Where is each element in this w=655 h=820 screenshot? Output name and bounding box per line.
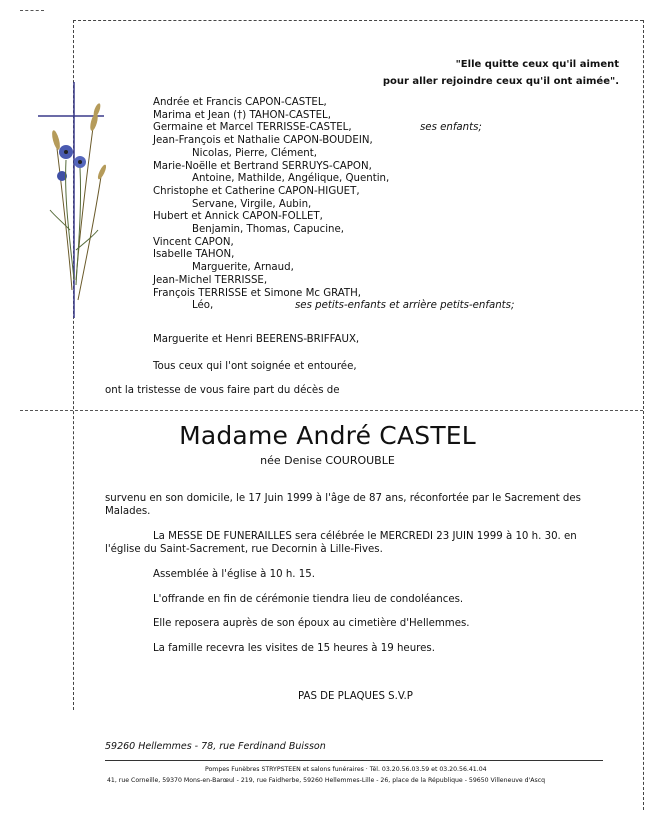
family-member-line: Marima et Jean (†) TAHON-CASTEL, bbox=[153, 109, 331, 121]
border-top bbox=[73, 20, 643, 21]
burial-note: Elle reposera auprès de son époux au cimetière d'Hellemmes. bbox=[153, 618, 470, 629]
footer-rule bbox=[105, 760, 603, 761]
cornflower-icon bbox=[57, 145, 86, 181]
corner-mark bbox=[20, 10, 44, 11]
wheat-ears-icon bbox=[51, 103, 106, 181]
offering-note: L'offrande en fin de cérémonie tiendra lieu de condoléances. bbox=[153, 594, 464, 605]
cross-flower-illustration bbox=[36, 80, 106, 320]
border-right bbox=[643, 20, 644, 810]
family-member-line: Servane, Virgile, Aubin, bbox=[192, 198, 312, 210]
family-member-line: François TERRISSE et Simone Mc GRATH, bbox=[153, 287, 362, 299]
epitaph-quote bbox=[383, 56, 619, 90]
quote-line-2: pour aller rejoindre ceux qu'il ont aimée". bbox=[382, 76, 619, 87]
assembly-time: Assemblée à l'église à 10 h. 15. bbox=[153, 569, 315, 580]
family-member-line: Jean-François et Nathalie CAPON-BOUDEIN, bbox=[153, 135, 373, 147]
announcement: ont la tristesse de vous faire part du décès de bbox=[105, 385, 340, 396]
other-mourner: Marguerite et Henri BEERENS-BRIFFAUX, bbox=[153, 334, 360, 345]
family-member-line: Christophe et Catherine CAPON-HIGUET, bbox=[153, 185, 360, 197]
family-member-line: Andrée et Francis CAPON-CASTEL, bbox=[153, 97, 327, 108]
relationship-note: ses petits-enfants et arrière petits-enfants; bbox=[295, 300, 515, 312]
death-details: survenu en son domicile, le 17 Juin 1999 à l'âge de 87 ans, réconfortée par le Sacrement des Malades. bbox=[105, 493, 581, 517]
family-member-line: Jean-Michel TERRISSE, bbox=[153, 274, 268, 286]
family-member-line: Marguerite, Arnaud, bbox=[192, 262, 294, 274]
mass-details: La MESSE DE FUNERAILLES sera célébrée le MERCREDI 23 JUIN 1999 à 10 h. 30. en bbox=[153, 531, 577, 542]
family-member-line: Germaine et Marcel TERRISSE-CASTEL, bbox=[153, 122, 352, 134]
funeral-home-line: Pompes Funèbres STRYPSTEEN et salons funéraires · Tél. 03.20.56.03.59 et 03.20.56.41.04 bbox=[205, 766, 487, 773]
other-mourner: Tous ceux qui l'ont soignée et entourée, bbox=[153, 361, 357, 372]
family-member-line: Antoine, Mathilde, Angélique, Quentin, bbox=[192, 173, 390, 185]
deceased-name: Madame André CASTEL bbox=[179, 421, 476, 450]
family-member-line: Marie-Noëlle et Bertrand SERRUYS-CAPON, bbox=[153, 160, 372, 172]
family-address: 59260 Hellemmes - 78, rue Ferdinand Buisson bbox=[105, 741, 326, 752]
relationship-note: ses enfants; bbox=[420, 122, 482, 134]
family-member-line: Nicolas, Pierre, Clément, bbox=[192, 147, 317, 159]
mass-location: l'église du Saint-Sacrement, rue Decornin à Lille-Fives. bbox=[105, 544, 383, 555]
family-member-line: Isabelle TAHON, bbox=[153, 249, 235, 261]
quote-line-1: "Elle quitte ceux qu'il aiment bbox=[455, 59, 619, 70]
fold-line bbox=[20, 410, 643, 411]
family-member-line: Vincent CAPON, bbox=[153, 236, 234, 248]
family-member-line: Léo, bbox=[192, 300, 214, 312]
family-member-line: Hubert et Annick CAPON-FOLLET, bbox=[153, 211, 323, 223]
no-plaques-note: PAS DE PLAQUES S.V.P bbox=[298, 691, 413, 702]
deceased-maiden-name: née Denise COUROUBLE bbox=[260, 454, 395, 467]
visiting-hours: La famille recevra les visites de 15 heures à 19 heures. bbox=[153, 643, 435, 654]
family-member-line: Benjamin, Thomas, Capucine, bbox=[192, 224, 345, 235]
funeral-home-addresses: 41, rue Corneille, 59370 Mons-en-Barœul - 219, rue Faidherbe, 59260 Hellemmes-Lille - 26, place de la République - 59650 Villeneuve d'Ascq bbox=[107, 777, 546, 784]
